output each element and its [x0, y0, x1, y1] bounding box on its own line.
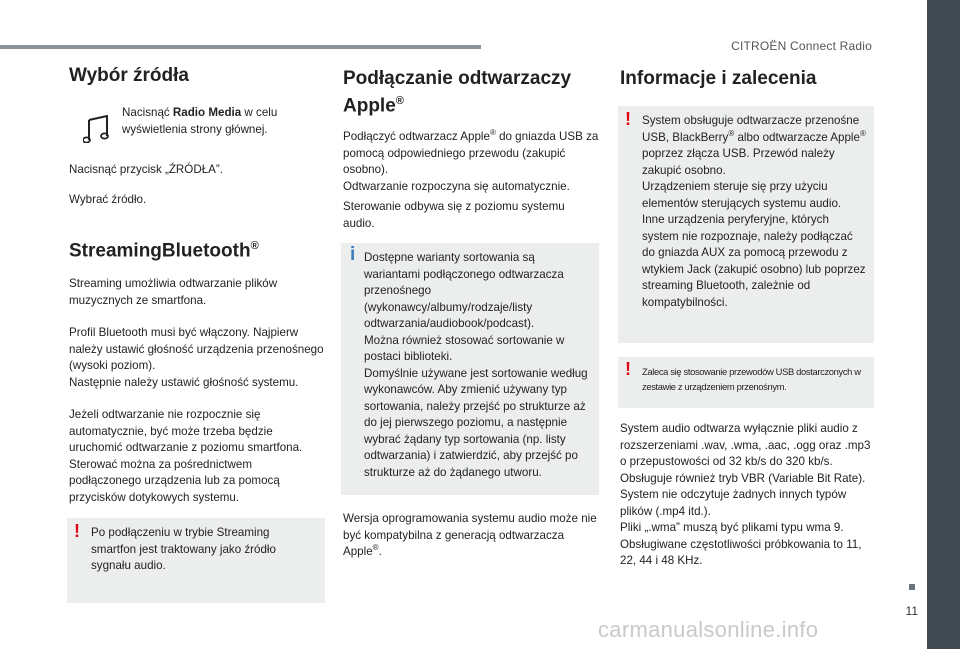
apple-para-3-sup: ® [372, 543, 379, 553]
formats-para-a: System audio odtwarza wyłącznie pliki audio z rozszerzeniami .wav, .wma, .aac, .ogg oraz .mp3 o przepustowości od 32 kb/s do 320 kb/s. [620, 422, 871, 468]
apple-title-line2: Apple [343, 95, 396, 117]
warning-icon: ! [625, 109, 631, 129]
usb-warning-a2: albo odtwarzacze Apple [734, 130, 860, 144]
usb-warning-box [618, 106, 874, 343]
bluetooth-title-text: StreamingBluetooth [69, 240, 251, 262]
brand-label: CITROËN Connect Radio [731, 39, 872, 53]
sorting-info-c: Domyślnie używane jest sortowanie według wykonawców. Aby zmienić używany typ sortowania, należy przejść po strukturze aż do jej pierwszego poziomu, a następnie wybrać żądany typ sortowania (np. listy odtwarzania) i zatwierdzić, aby przejść po strukturze aż do żądanego utworu. [364, 366, 588, 479]
usb-warning-b: Urządzeniem steruje się przy użyciu elementów sterujących systemu audio. [642, 180, 842, 210]
music-note-icon [83, 115, 109, 143]
section-title-apple [343, 68, 599, 117]
watermark: carmanualsonline.info [598, 617, 819, 642]
header-rule [0, 45, 481, 49]
step-press-sources: Nacisnąć przycisk „ŹRÓDŁA”. [69, 163, 223, 176]
radio-media-label: Radio Media [172, 106, 242, 119]
step1-suffix: w celu wyświetlenia strony głównej. [122, 106, 278, 136]
sidebar-strip [927, 0, 960, 649]
apple-para-3 [343, 511, 599, 561]
formats-para-d: Pliki „.wma” muszą być plikami typu wma 9. [620, 521, 844, 534]
apple-para-1a: Podłączyć odtwarzacz Apple [343, 130, 490, 144]
column-apple [343, 62, 599, 561]
usb-cable-warning-text: Zaleca się stosowanie przewodów USB dostarczonych w zestawie z urządzeniem przenośnym. [642, 366, 861, 392]
section-title-source: Wybór źródła [69, 65, 189, 86]
formats-para-b: Obsługuje również tryb VBR (Variable Bit Rate). [620, 471, 866, 485]
usb-cable-warning-box [618, 357, 874, 408]
usb-warning-sup1: ® [728, 128, 735, 138]
usb-warning-a [642, 113, 868, 179]
usb-warning-a1: System obsługuje odtwarzacze przenośne USB, BlackBerry [642, 114, 860, 144]
formats-para-c: System nie odczytuje żadnych innych typów plików (.mp4 itd.). [620, 488, 847, 518]
apple-para-1b: do gniazda USB za pomocą odpowiedniego przewodu (zakupić osobno). [343, 130, 599, 177]
section-title-bluetooth [69, 235, 325, 262]
section-title-info: Informacje i zalecenia [620, 68, 817, 89]
apple-title-sup: ® [395, 95, 404, 107]
bluetooth-para-3a: Jeżeli odtwarzanie nie rozpocznie się automatycznie, być może trzeba będzie uruchomić odtwarzanie z poziomu smartfona. [69, 408, 303, 455]
streaming-warning-text: Po podłączeniu w trybie Streaming smartfon jest traktowany jako źródło sygnału audio. [91, 526, 276, 573]
step-choose-source: Wybrać źródło. [69, 192, 147, 206]
column-source-selection [69, 62, 325, 603]
streaming-warning-box [67, 518, 325, 603]
apple-para-1-sup: ® [489, 128, 496, 138]
apple-para-1c: Odtwarzanie rozpoczyna się automatycznie. [343, 179, 570, 193]
column-info [620, 62, 876, 570]
page-number: 11 [905, 604, 918, 618]
apple-para-2: Sterowanie odbywa się z poziomu systemu audio. [343, 200, 565, 230]
warning-icon: ! [625, 359, 631, 379]
bluetooth-para-3b: Sterować można za pośrednictwem podłączonego urządzenia lub za pomocą przycisków dotykowych systemu. [69, 457, 280, 504]
sorting-info-box [341, 243, 599, 495]
sorting-info-a: Dostępne warianty sortowania są wariantami podłączonego odtwarzacza przenośnego (wykonawcy/albumy/rodzaje/listy odtwarzania/audiobook/podcast). [364, 251, 564, 331]
bluetooth-para-2b: Następnie należy ustawić głośność systemu. [69, 375, 299, 389]
page-marker [909, 584, 915, 590]
bluetooth-para-1: Streaming umożliwia odtwarzanie plików muzycznych ze smartfona. [69, 277, 278, 307]
usb-warning-sup2: ® [859, 128, 866, 138]
apple-para-3b: . [378, 545, 382, 559]
step-radio-media [69, 105, 325, 145]
apple-title-line1: Podłączanie odtwarzaczy [343, 68, 572, 89]
formats-para-e: Obsługiwane częstotliwości próbkowania to 11, 22, 44 i 48 KHz. [620, 537, 862, 567]
usb-warning-c: Inne urządzenia peryferyjne, których system nie rozpoznaje, należy podłączać do gniazda AUX za pomocą przewodu z wtykiem Jack (zakupić osobno) lub poprzez streaming Bluetooth, zależnie od kompatybilności. [642, 213, 866, 309]
apple-para-1 [343, 129, 599, 179]
bluetooth-para-2a: Profil Bluetooth musi być włączony. Najpierw należy ustawić głośność urządzenia przenośnego (wysoki poziom). [69, 326, 324, 373]
warning-icon: ! [74, 521, 80, 542]
step1-prefix: Nacisnąć [122, 106, 173, 119]
sorting-info-b: Można również stosować sortowanie w postaci biblioteki. [364, 333, 565, 364]
bluetooth-title-sup: ® [250, 240, 259, 252]
info-icon: i [350, 244, 356, 266]
usb-warning-a3: poprzez złącza USB. Przewód należy zakupić osobno. [642, 147, 835, 177]
apple-para-3a: Wersja oprogramowania systemu audio może nie być kompatybilna z generacją odtwarzacza Apple [343, 512, 597, 559]
